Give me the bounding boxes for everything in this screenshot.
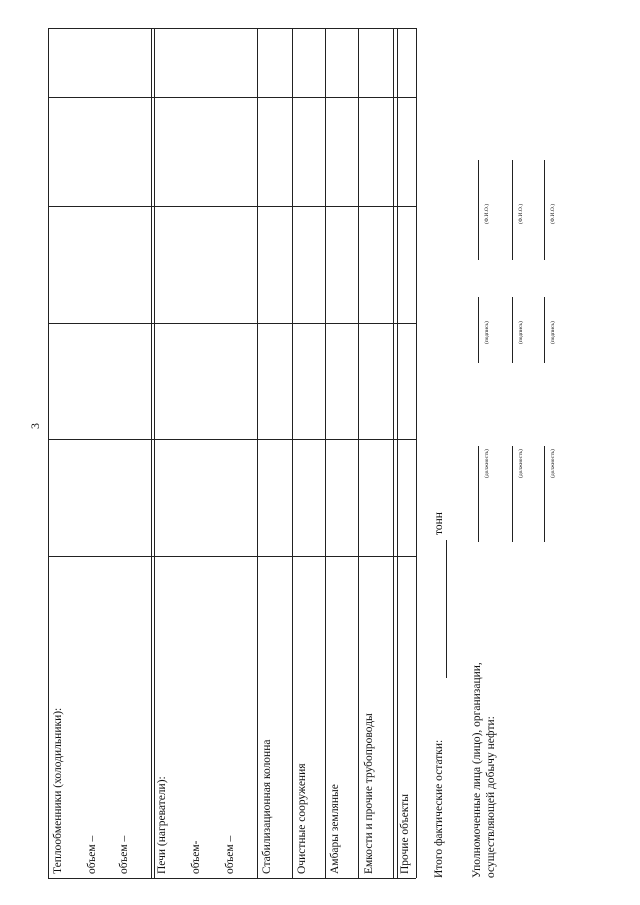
name-caption: (Ф.И.О.) [484, 203, 490, 224]
row-label-earth-pits: Амбары земляные [329, 784, 341, 874]
row-label-heat-volume-1: объем – [86, 835, 98, 874]
row-label-furnace-volume-2: объем – [224, 835, 236, 874]
table-line [48, 28, 416, 29]
table-line [48, 323, 416, 324]
position-caption: (должность) [518, 449, 524, 478]
table-line [48, 97, 416, 98]
row-label-heat-exchangers: Теплообменники (холодильники): [52, 707, 64, 874]
authorized-line-2: осуществляющей добычу нефти: [485, 716, 497, 878]
totals-label: Итого фактические остатки: [433, 739, 445, 878]
table-line [358, 28, 359, 878]
table-line [416, 28, 417, 878]
position-line [512, 446, 513, 542]
name-line [544, 160, 545, 260]
signature-caption: (подпись) [550, 321, 556, 344]
table-line [325, 28, 326, 878]
row-label-furnace-volume-1: объем- [190, 840, 202, 874]
position-caption: (должность) [550, 449, 556, 478]
signature-caption: (подпись) [484, 321, 490, 344]
name-caption: (Ф.И.О.) [550, 203, 556, 224]
signature-line [512, 297, 513, 363]
table-line [48, 556, 416, 557]
signature-line [544, 297, 545, 363]
row-label-stab-column: Стабилизационная колонна [261, 739, 273, 874]
signature-line [478, 297, 479, 363]
table-line [393, 28, 394, 878]
row-label-furnaces: Печи (нагреватели): [156, 776, 168, 874]
signature-caption: (подпись) [518, 321, 524, 344]
position-caption: (должность) [484, 449, 490, 478]
table-line [397, 28, 398, 878]
table-line [151, 28, 152, 878]
name-line [512, 160, 513, 260]
totals-unit: тонн [433, 512, 445, 535]
table-line [48, 28, 49, 878]
row-label-treatment: Очистные сооружения [296, 763, 308, 874]
row-label-tanks: Емкости и прочие трубопроводы [363, 713, 375, 874]
table-line [257, 28, 258, 878]
authorized-line-1: Уполномоченные лица (лицо), организации, [471, 662, 483, 878]
row-label-other: Прочие объекты [399, 794, 411, 874]
table-line [48, 206, 416, 207]
row-label-heat-volume-2: объем – [118, 835, 130, 874]
position-line [544, 446, 545, 542]
table-line [48, 439, 416, 440]
totals-underline [446, 540, 447, 678]
position-line [478, 446, 479, 542]
name-caption: (Ф.И.О.) [518, 203, 524, 224]
table-line [292, 28, 293, 878]
name-line [478, 160, 479, 260]
table-line [48, 878, 416, 879]
table-line [154, 28, 155, 878]
page-number: 3 [28, 423, 42, 429]
